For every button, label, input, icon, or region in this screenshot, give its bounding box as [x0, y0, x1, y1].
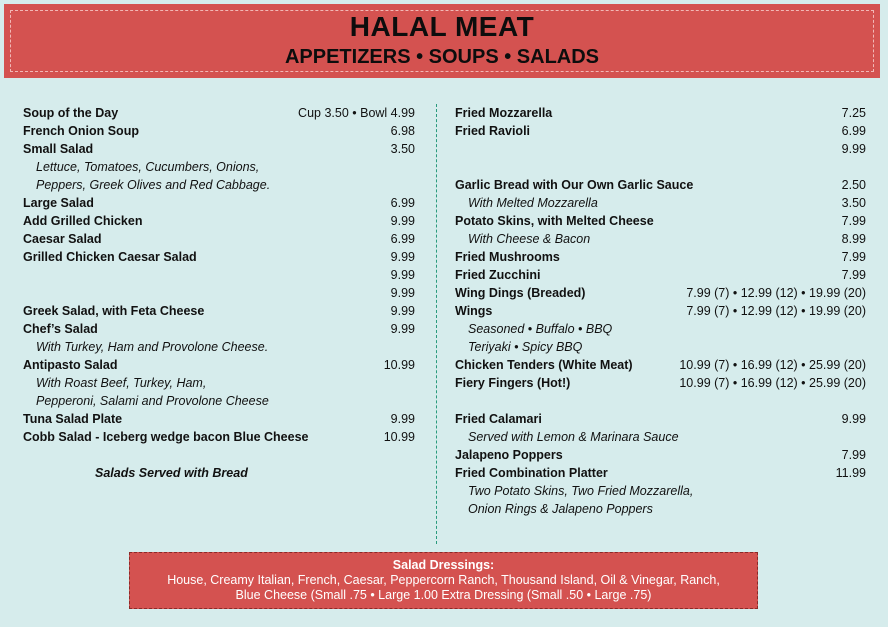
menu-item-name: Grilled Chicken Caesar Salad [23, 250, 197, 264]
menu-item-price: 7.99 [841, 250, 866, 264]
menu-item-name: Chef’s Salad [23, 322, 98, 336]
salad-dressings-line-1: House, Creamy Italian, French, Caesar, Peppercorn Ranch, Thousand Island, Oil & Vinegar, Ranch, [167, 573, 720, 587]
menu-item-name: Fiery Fingers (Hot!) [455, 376, 571, 390]
menu-item-price: 11.99 [835, 466, 866, 480]
menu-item-description: Peppers, Greek Olives and Red Cabbage. [36, 178, 271, 192]
menu-item-row [23, 140, 415, 158]
menu-item-name: Chicken Tenders (White Meat) [455, 358, 633, 372]
menu-item-description-row [455, 338, 866, 356]
menu-item-row [455, 122, 866, 140]
menu-item-price: Cup 3.50 • Bowl 4.99 [298, 106, 415, 120]
menu-item-price: 9.99 [390, 268, 415, 282]
blank-row [455, 392, 866, 410]
menu-item-name: Wing Dings (Breaded) [455, 286, 586, 300]
menu-item-description-row [23, 374, 415, 392]
menu-item-name: Cobb Salad - Iceberg wedge bacon Blue Cheese [23, 430, 309, 444]
blank-row [455, 158, 866, 176]
menu-item-price: 9.99 [390, 250, 415, 264]
menu-item-row [23, 104, 415, 122]
menu-item-name: Greek Salad, with Feta Cheese [23, 304, 205, 318]
menu-item-name: Antipasto Salad [23, 358, 118, 372]
menu-item-description-row [23, 176, 415, 194]
menu-item-row [455, 104, 866, 122]
menu-item-description: Onion Rings & Jalapeno Poppers [468, 502, 653, 516]
menu-item-name: Wings [455, 304, 493, 318]
menu-item-name: Add Grilled Chicken [23, 214, 143, 228]
menu-item-row [455, 374, 866, 392]
menu-item-description-row [455, 500, 866, 518]
menu-item-name: Fried Mushrooms [455, 250, 560, 264]
left-menu-column [23, 104, 415, 482]
menu-item-description: Seasoned • Buffalo • BBQ [468, 322, 613, 336]
menu-item-row [455, 410, 866, 428]
menu-item-description: Two Potato Skins, Two Fried Mozzarella, [468, 484, 694, 498]
menu-item-row [23, 266, 415, 284]
menu-item-row [23, 356, 415, 374]
menu-item-price: 7.99 (7) • 12.99 (12) • 19.99 (20) [686, 286, 866, 300]
menu-item-price: 6.99 [390, 232, 415, 246]
menu-item-price: 3.50 [841, 196, 866, 210]
menu-item-description-row [455, 320, 866, 338]
right-menu-column [455, 104, 866, 518]
menu-item-description: With Turkey, Ham and Provolone Cheese. [36, 340, 269, 354]
menu-item-name: Fried Mozzarella [455, 106, 553, 120]
menu-item-name: Tuna Salad Plate [23, 412, 123, 426]
menu-item-description: Teriyaki • Spicy BBQ [468, 340, 583, 354]
menu-item-description: Pepperoni, Salami and Provolone Cheese [36, 394, 269, 408]
menu-item-row [23, 320, 415, 338]
menu-item-description: With Cheese & Bacon [468, 232, 591, 246]
menu-item-row [23, 248, 415, 266]
menu-title: HALAL MEAT [349, 11, 535, 42]
menu-item-description: With Melted Mozzarella [468, 196, 598, 210]
salad-dressings-line-2: Blue Cheese (Small .75 • Large 1.00 Extra Dressing (Small .50 • Large .75) [235, 588, 652, 602]
menu-item-description-row [23, 338, 415, 356]
menu-item-price: 8.99 [841, 232, 866, 246]
menu-item-row [23, 284, 415, 302]
menu-subtitle: APPETIZERS • SOUPS • SALADS [284, 46, 600, 68]
menu-item-name: Fried Calamari [455, 412, 542, 426]
menu-item-price: 7.99 (7) • 12.99 (12) • 19.99 (20) [686, 304, 866, 318]
menu-item-description-row [23, 158, 415, 176]
menu-item-row [23, 410, 415, 428]
menu-item-price: 9.99 [390, 322, 415, 336]
menu-item-description-row [23, 392, 415, 410]
menu-item-name: Caesar Salad [23, 232, 102, 246]
salad-dressings-box [129, 552, 758, 609]
menu-item-price: 10.99 [383, 358, 415, 372]
menu-item-row [455, 302, 866, 320]
menu-item-row [455, 464, 866, 482]
menu-item-description: Served with Lemon & Marinara Sauce [468, 430, 679, 444]
menu-item-price: 10.99 [383, 430, 415, 444]
menu-item-row [23, 230, 415, 248]
menu-item-row [23, 302, 415, 320]
menu-item-price: 7.99 [841, 214, 866, 228]
salad-dressings-title: Salad Dressings: [392, 558, 495, 572]
menu-item-price: 7.99 [841, 448, 866, 462]
menu-item-row [455, 212, 866, 230]
menu-item-name: Potato Skins, with Melted Cheese [455, 214, 654, 228]
menu-item-row [23, 194, 415, 212]
menu-item-price: 10.99 (7) • 16.99 (12) • 25.99 (20) [679, 358, 866, 372]
menu-item-name: Fried Zucchini [455, 268, 541, 282]
menu-item-description-row [455, 194, 866, 212]
menu-item-name: Soup of the Day [23, 106, 119, 120]
menu-item-name: Fried Ravioli [455, 124, 531, 138]
menu-item-price: 10.99 (7) • 16.99 (12) • 25.99 (20) [679, 376, 866, 390]
menu-note: Salads Served with Bread [95, 466, 248, 480]
menu-item-price: 6.99 [841, 124, 866, 138]
menu-item-name: Garlic Bread with Our Own Garlic Sauce [455, 178, 694, 192]
menu-item-price: 9.99 [841, 142, 866, 156]
menu-item-price: 6.99 [390, 196, 415, 210]
menu-item-price: 3.50 [390, 142, 415, 156]
menu-item-price: 7.99 [841, 268, 866, 282]
menu-item-name: French Onion Soup [23, 124, 139, 138]
menu-item-price: 9.99 [390, 286, 415, 300]
menu-item-name: Jalapeno Poppers [455, 448, 563, 462]
menu-item-row [455, 356, 866, 374]
menu-header [4, 4, 880, 78]
column-divider [436, 104, 437, 544]
menu-item-name: Fried Combination Platter [455, 466, 608, 480]
menu-item-price: 9.99 [390, 304, 415, 318]
menu-item-description-row [455, 428, 866, 446]
menu-item-row [455, 266, 866, 284]
menu-item-row [455, 446, 866, 464]
menu-item-description: With Roast Beef, Turkey, Ham, [36, 376, 207, 390]
menu-item-price: 7.25 [841, 106, 866, 120]
menu-item-row [23, 122, 415, 140]
menu-item-description-row [455, 482, 866, 500]
menu-item-row [455, 248, 866, 266]
menu-item-row [455, 176, 866, 194]
menu-item-row [23, 428, 415, 446]
menu-item-row [455, 284, 866, 302]
menu-item-row [455, 140, 866, 158]
menu-item-description-row [455, 230, 866, 248]
menu-item-name: Large Salad [23, 196, 94, 210]
menu-item-price: 2.50 [841, 178, 866, 192]
menu-item-price: 9.99 [841, 412, 866, 426]
menu-item-name: Small Salad [23, 142, 94, 156]
blank-row [23, 446, 415, 464]
menu-item-price: 6.98 [390, 124, 415, 138]
menu-item-price: 9.99 [390, 412, 415, 426]
menu-item-price: 9.99 [390, 214, 415, 228]
menu-item-row [23, 212, 415, 230]
menu-item-description: Lettuce, Tomatoes, Cucumbers, Onions, [36, 160, 260, 174]
